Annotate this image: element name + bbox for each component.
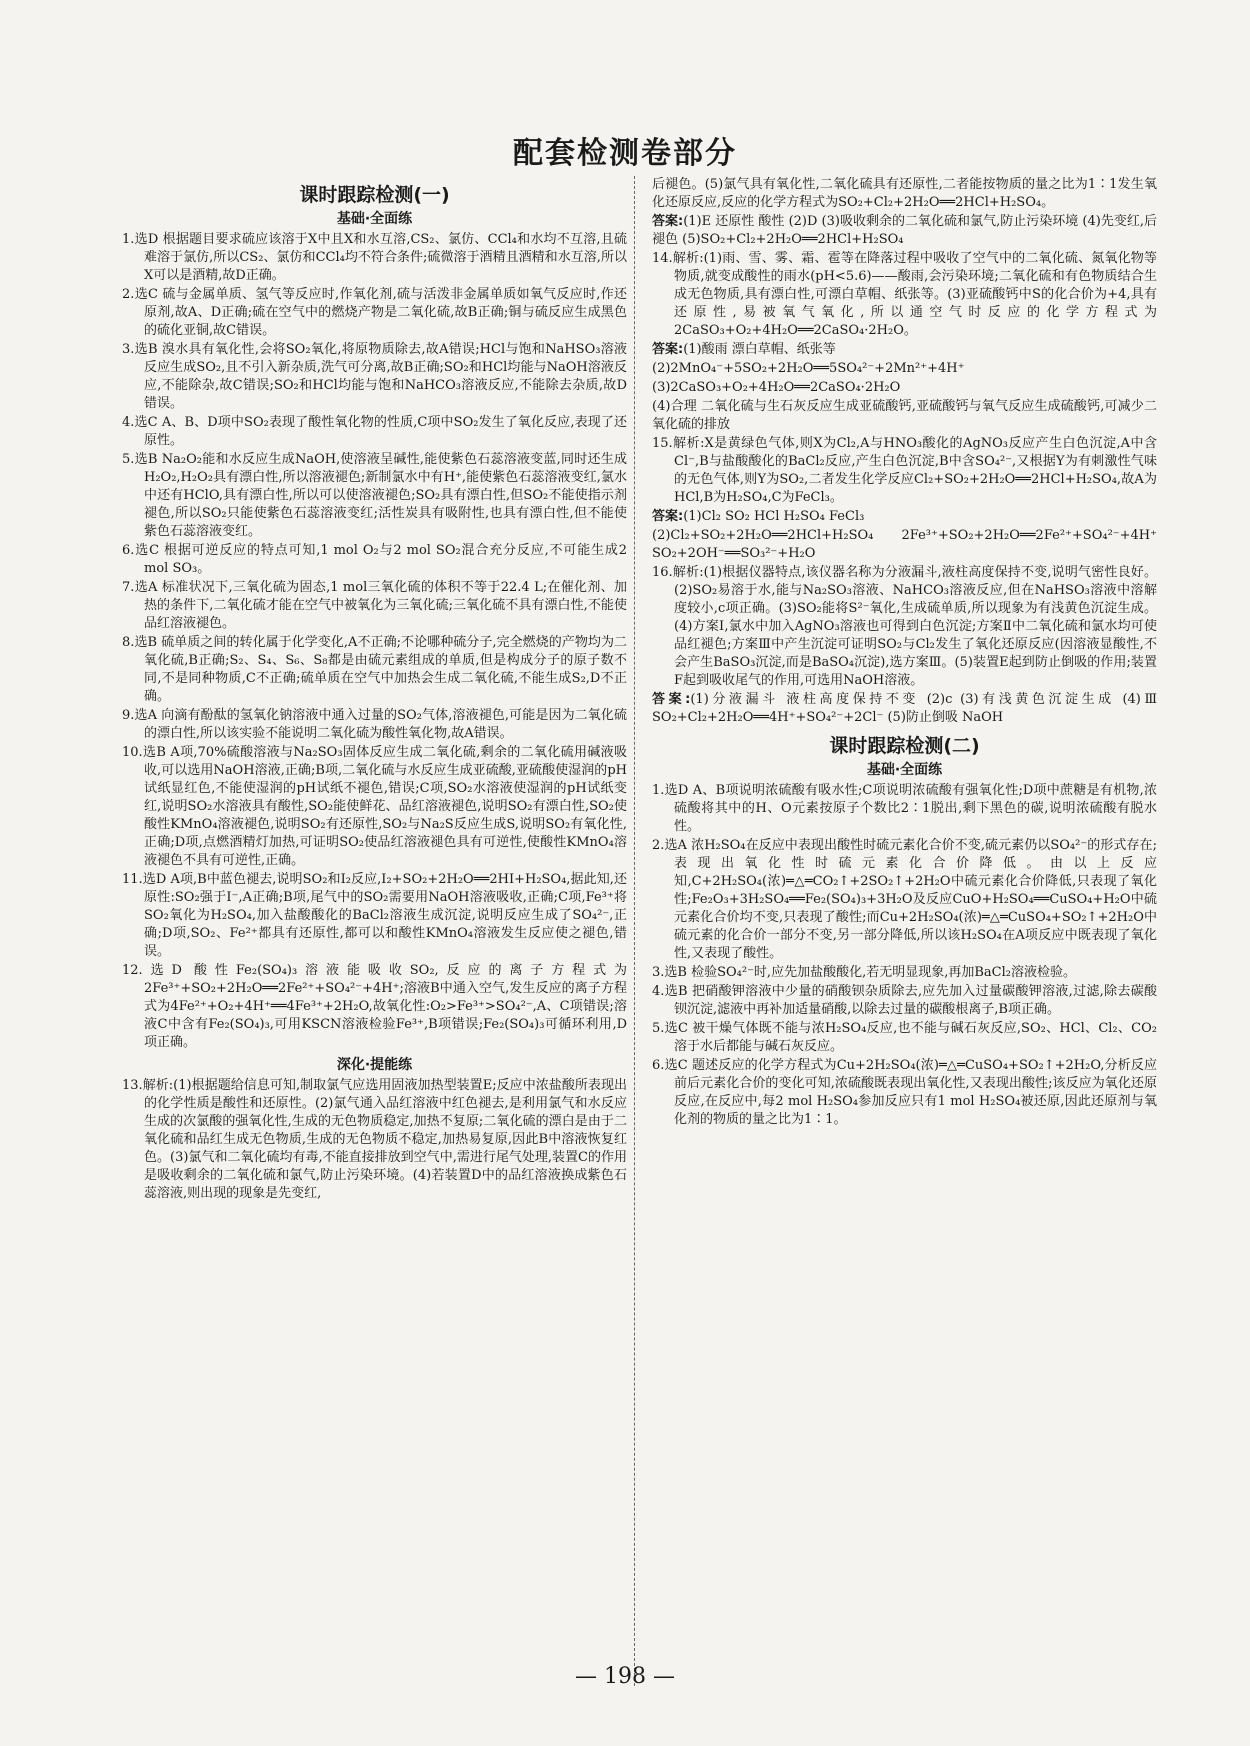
- answer-text: (1)E 还原性 酸性 (2)D (3)吸收剩余的二氧化硫和氯气,防止污染环境 (4)先变红,后褪色 (5)SO₂+Cl₂+2H₂O══2HCl+H₂SO₄: [652, 214, 1157, 247]
- answer-label: 答案:: [652, 509, 684, 524]
- answer-item: 10.选B A项,70%硫酸溶液与Na₂SO₃固体反应生成二氧化硫,剩余的二氧化硫用碱液吸收,可以选用NaOH溶液,正确;B项,二氧化硫与水反应生成亚硫酸,亚硫酸使湿润的pH试纸显红色,不能使湿润的pH试纸不褪色,错误;C项,SO₂水溶液使湿润的pH试纸变红,说明SO₂水溶液具有酸性,SO₂能使鲜花、品红溶液褪色,说明SO₂有漂白性,SO₂使酸性KMnO₄溶液褪色,说明SO₂有还原性,SO₂与Na₂S反应生成S,说明SO₂有氧化性,正确;D项,点燃酒精灯加热,可证明SO₂使品红溶液褪色具有可逆性,使酸性KMnO₄溶液褪色不具有可逆性,正确。: [122, 745, 627, 868]
- answer-label: 答案:: [652, 214, 684, 229]
- answer-item: 2.选A 浓H₂SO₄在反应中表现出酸性时硫元素化合价不变,硫元素仍以SO₄²⁻的形式存在;表现出氧化性时硫元素化合价降低。由以上反应知,C+2H₂SO₄(浓)═△═CO₂↑+2SO₂↑+2H₂O中硫元素化合价降低,只表现了氧化性;Fe₂O₃+3H₂SO₄══Fe₂(SO₄)₃+3H₂O及反应CuO+H₂SO₄══CuSO₄+H₂O中硫元素化合价均不变,只表现了酸性;而Cu+2H₂SO₄(浓)═△═CuSO₄+SO₂↑+2H₂O中硫元素的化合价一部分不变,另一部分降低,所以该H₂SO₄在A项反应中既表现了氧化性,又表现了酸性。: [652, 838, 1157, 961]
- answer-item: 5.选C 被干燥气体既不能与浓H₂SO₄反应,也不能与碱石灰反应,SO₂、HCl、Cl₂、CO₂溶于水后都能与碱石灰反应。: [652, 1021, 1157, 1054]
- answer-item: 8.选B 硫单质之间的转化属于化学变化,A不正确;不论哪种硫分子,完全燃烧的产物均为二氧化硫,B正确;S₂、S₄、S₆、S₈都是由硫元素组成的单质,但是构成分子的原子数不同,不是同种物质,C不正确;硫单质在空气中加热会生成二氧化硫,不能生成S₂,D不正确。: [122, 635, 627, 704]
- column-divider: [634, 176, 635, 1686]
- answer-block: [652, 691, 1157, 727]
- answer-item: 11.选D A项,B中蓝色褪去,说明SO₂和I₂反应,I₂+SO₂+2H₂O══2HI+H₂SO₄,据此知,还原性:SO₂强于I⁻,A正确;B项,尾气中的SO₂需要用NaOH溶液吸收,正确;C项,Fe³⁺将SO₂氧化为H₂SO₄,加入盐酸酸化的BaCl₂溶液生成沉淀,说明反应生成了SO₄²⁻,正确;D项,SO₂、Fe²⁺都具有还原性,都可以和酸性KMnO₄溶液发生反应使之褪色,错误。: [122, 872, 627, 959]
- answer-item: 2.选C 硫与金属单质、氢气等反应时,作氧化剂,硫与活泼非金属单质如氧气反应时,作还原剂,故A、D正确;硫在空气中的燃烧产物是二氧化硫,故B正确;铜与硫反应生成黑色的硫化亚铜,故C错误。: [122, 287, 627, 338]
- subsection-title: 基础·全面练: [866, 762, 943, 778]
- answer-text: (1)Cl₂ SO₂ HCl H₂SO₄ FeCl₃: [683, 509, 865, 524]
- answer-line: (2)Cl₂+SO₂+2H₂O══2HCl+H₂SO₄ 2Fe³⁺+SO₂+2H₂O══2Fe²⁺+SO₄²⁻+4H⁺ SO₂+2OH⁻══SO₃²⁻+H₂O: [652, 528, 1157, 561]
- answer-text: (1)酸雨 漂白草帽、纸张等: [683, 342, 836, 357]
- answer-item: 7.选A 标准状况下,三氧化硫为固态,1 mol三氧化硫的体积不等于22.4 L;在催化剂、加热的条件下,二氧化硫才能在空气中被氧化为三氧化硫;三氧化硫不具有漂白性,不能使品红溶液褪色。: [122, 580, 627, 631]
- answer-item: 13.解析:(1)根据题给信息可知,制取氯气应选用固液加热型装置E;反应中浓盐酸所表现出的化学性质是酸性和还原性。(2)氯气通入品红溶液中红色褪去,是利用氯气和水反应生成的次氯酸的强氧化性,生成的无色物质稳定,加热不复原;二氧化硫的漂白是由于二氧化硫和品红生成无色物质,生成的无色物质不稳定,加热易复原,因此B中溶液恢复红色。(3)氯气和二氧化硫均有毒,不能直接排放到空气中,需进行尾气处理,装置C的作用是吸收剩余的二氧化硫和氯气,防止污染环境。(4)若装置D中的品红溶液换成紫色石蕊溶液,则出现的现象是先变红,: [122, 1078, 627, 1201]
- answer-block: [652, 213, 1157, 249]
- answer-label: 答案:: [652, 692, 691, 707]
- answer-item: 12.选D 酸性Fe₂(SO₄)₃溶液能吸收SO₂,反应的离子方程式为2Fe³⁺+SO₂+2H₂O══2Fe²⁺+SO₄²⁻+4H⁺;溶液B中通入空气,发生反应的离子方程式为4Fe²⁺+O₂+4H⁺══4Fe³⁺+2H₂O,故氧化性:O₂>Fe³⁺>SO₄²⁻,A、C项错误;溶液C中含有Fe₂(SO₄)₃,可用KSCN溶液检验Fe³⁺,B项错误;Fe₂(SO₄)₃可循环利用,D项正确。: [122, 963, 627, 1050]
- section-title: 课时跟踪检测(一): [299, 184, 450, 206]
- answer-label: 答案:: [652, 342, 684, 357]
- answer-item: 9.选A 向滴有酚酞的氢氧化钠溶液中通入过量的SO₂气体,溶液褪色,可能是因为二氧化硫的漂白性,所以该实验不能说明二氧化硫为酸性氧化物,故A错误。: [122, 708, 627, 741]
- answer-block: [652, 508, 1157, 526]
- page-number: — 198 —: [575, 1664, 675, 1689]
- answer-item: 6.选C 题述反应的化学方程式为Cu+2H₂SO₄(浓)═△═CuSO₄+SO₂↑+2H₂O,分析反应前后元素化合价的变化可知,浓硫酸既表现出氧化性,又表现出酸性;该反应为氧化还原反应,在反应中,每2 mol H₂SO₄参加反应只有1 mol H₂SO₄被还原,因此还原剂与氧化剂的物质的量之比为1∶1。: [652, 1058, 1157, 1127]
- right-column: [652, 176, 1157, 1130]
- answer-item: 6.选C 根据可逆反应的特点可知,1 mol O₂与2 mol SO₂混合充分反应,不可能生成2 mol SO₃。: [122, 543, 627, 576]
- answer-item: 14.解析:(1)雨、雪、雾、霜、雹等在降落过程中吸收了空气中的二氧化硫、氮氧化物等物质,就变成酸性的雨水(pH<5.6)——酸雨,会污染环境;二氧化硫和有色物质结合生成无色物质,具有漂白性,可漂白草帽、纸张等。(3)亚硫酸钙中S的化合价为+4,具有还原性,易被氧气氧化,所以通空气时反应的化学方程式为2CaSO₃+O₂+4H₂O══2CaSO₄·2H₂O。: [652, 251, 1157, 338]
- answer-item: 4.选B 把硝酸钾溶液中少量的硝酸钡杂质除去,应先加入过量碳酸钾溶液,过滤,除去碳酸钡沉淀,滤液中再补加适量硝酸,以除去过量的碳酸根离子,B项正确。: [652, 984, 1157, 1017]
- answer-item: 3.选B 溴水具有氧化性,会将SO₂氧化,将原物质除去,故A错误;HCl与饱和NaHSO₃溶液反应生成SO₂,且不引入新杂质,洗气可分离,故B正确;SO₂和HCl均能与NaOH溶液反应,不能除杂,故C错误;SO₂和HCl均能与饱和NaHCO₃溶液反应,不能除去杂质,故D错误。: [122, 342, 627, 411]
- section-title: 课时跟踪检测(二): [829, 735, 980, 757]
- subsection-title: 深化·提能练: [336, 1057, 413, 1073]
- answer-item: 3.选B 检验SO₄²⁻时,应先加盐酸酸化,若无明显现象,再加BaCl₂溶液检验。: [652, 965, 1076, 980]
- answer-item: 1.选D A、B项说明浓硫酸有吸水性;C项说明浓硫酸有强氧化性;D项中蔗糖是有机物,浓硫酸将其中的H、O元素按原子个数比2∶1脱出,剩下黑色的碳,说明浓硫酸有脱水性。: [652, 783, 1157, 834]
- subsection-title: 基础·全面练: [336, 211, 413, 227]
- page-title: 配套检测卷部分: [513, 136, 737, 171]
- answer-item: 1.选D 根据题目要求硫应该溶于X中且X和水互溶,CS₂、氯仿、CCl₄和水均不互溶,且硫难溶于氯仿,所以CS₂、氯仿和CCl₄均不符合条件;硫微溶于酒精且酒精和水互溶,所以X可以是酒精,故D正确。: [122, 232, 627, 283]
- answer-line: (3)2CaSO₃+O₂+4H₂O══2CaSO₄·2H₂O: [652, 380, 901, 395]
- continued-text: 后褪色。(5)氯气具有氧化性,二氧化硫具有还原性,二者能按物质的量之比为1∶1发生氧化还原反应,反应的化学方程式为SO₂+Cl₂+2H₂O══2HCl+H₂SO₄。: [652, 177, 1157, 210]
- answer-item: 4.选C A、B、D项中SO₂表现了酸性氧化物的性质,C项中SO₂发生了氧化反应,表现了还原性。: [122, 415, 627, 448]
- answer-line: (2)2MnO₄⁻+5SO₂+2H₂O══5SO₄²⁻+2Mn²⁺+4H⁺: [652, 361, 965, 376]
- answer-line: (4)合理 二氧化硫与生石灰反应生成亚硫酸钙,亚硫酸钙与氧气反应生成硫酸钙,可减少二氧化硫的排放: [652, 399, 1157, 432]
- left-column: [122, 176, 627, 1204]
- answer-text: (1)分液漏斗 液柱高度保持不变 (2)c (3)有浅黄色沉淀生成 (4)Ⅲ SO₂+Cl₂+2H₂O══4H⁺+SO₄²⁻+2Cl⁻ (5)防止倒吸 NaOH: [652, 692, 1157, 725]
- answer-item: 15.解析:X是黄绿色气体,则X为Cl₂,A与HNO₃酸化的AgNO₃反应产生白色沉淀,A中含Cl⁻,B与盐酸酸化的BaCl₂反应,产生白色沉淀,B中含SO₄²⁻,又根据Y为有刺激性气味的无色气体,则Y为SO₂,二者发生化学反应Cl₂+SO₂+2H₂O══2HCl+H₂SO₄,故A为HCl,B为H₂SO₄,C为FeCl₃。: [652, 436, 1157, 505]
- answer-item: 16.解析:(1)根据仪器特点,该仪器名称为分液漏斗,液柱高度保持不变,说明气密性良好。(2)SO₂易溶于水,能与Na₂SO₃溶液、NaHCO₃溶液反应,但在NaHSO₃溶液中溶解度较小,c项正确。(3)SO₂能将S²⁻氧化,生成硫单质,所以现象为有浅黄色沉淀生成。(4)方案Ⅰ,氯水中加入AgNO₃溶液也可得到白色沉淀;方案Ⅱ中二氧化硫和氯水均可使品红褪色;方案Ⅲ中产生沉淀可证明SO₂与Cl₂发生了氧化还原反应(因溶液显酸性,不会产生BaSO₃沉淀,而是BaSO₄沉淀),选方案Ⅲ。(5)装置E起到防止倒吸的作用;装置F起到吸收尾气的作用,可选用NaOH溶液。: [652, 565, 1157, 688]
- answer-block: [652, 341, 1157, 359]
- answer-item: 5.选B Na₂O₂能和水反应生成NaOH,使溶液呈碱性,能使紫色石蕊溶液变蓝,同时还生成H₂O₂,H₂O₂具有漂白性,所以溶液褪色;新制氯水中有H⁺,能使紫色石蕊溶液变红,氯水中还有HClO,具有漂白性,所以可以使溶液褪色;SO₂具有漂白性,但SO₂不能使指示剂褪色,所以SO₂只能使紫色石蕊溶液变红;活性炭具有吸附性,也具有漂白性,但不能使紫色石蕊溶液变红。: [122, 452, 627, 539]
